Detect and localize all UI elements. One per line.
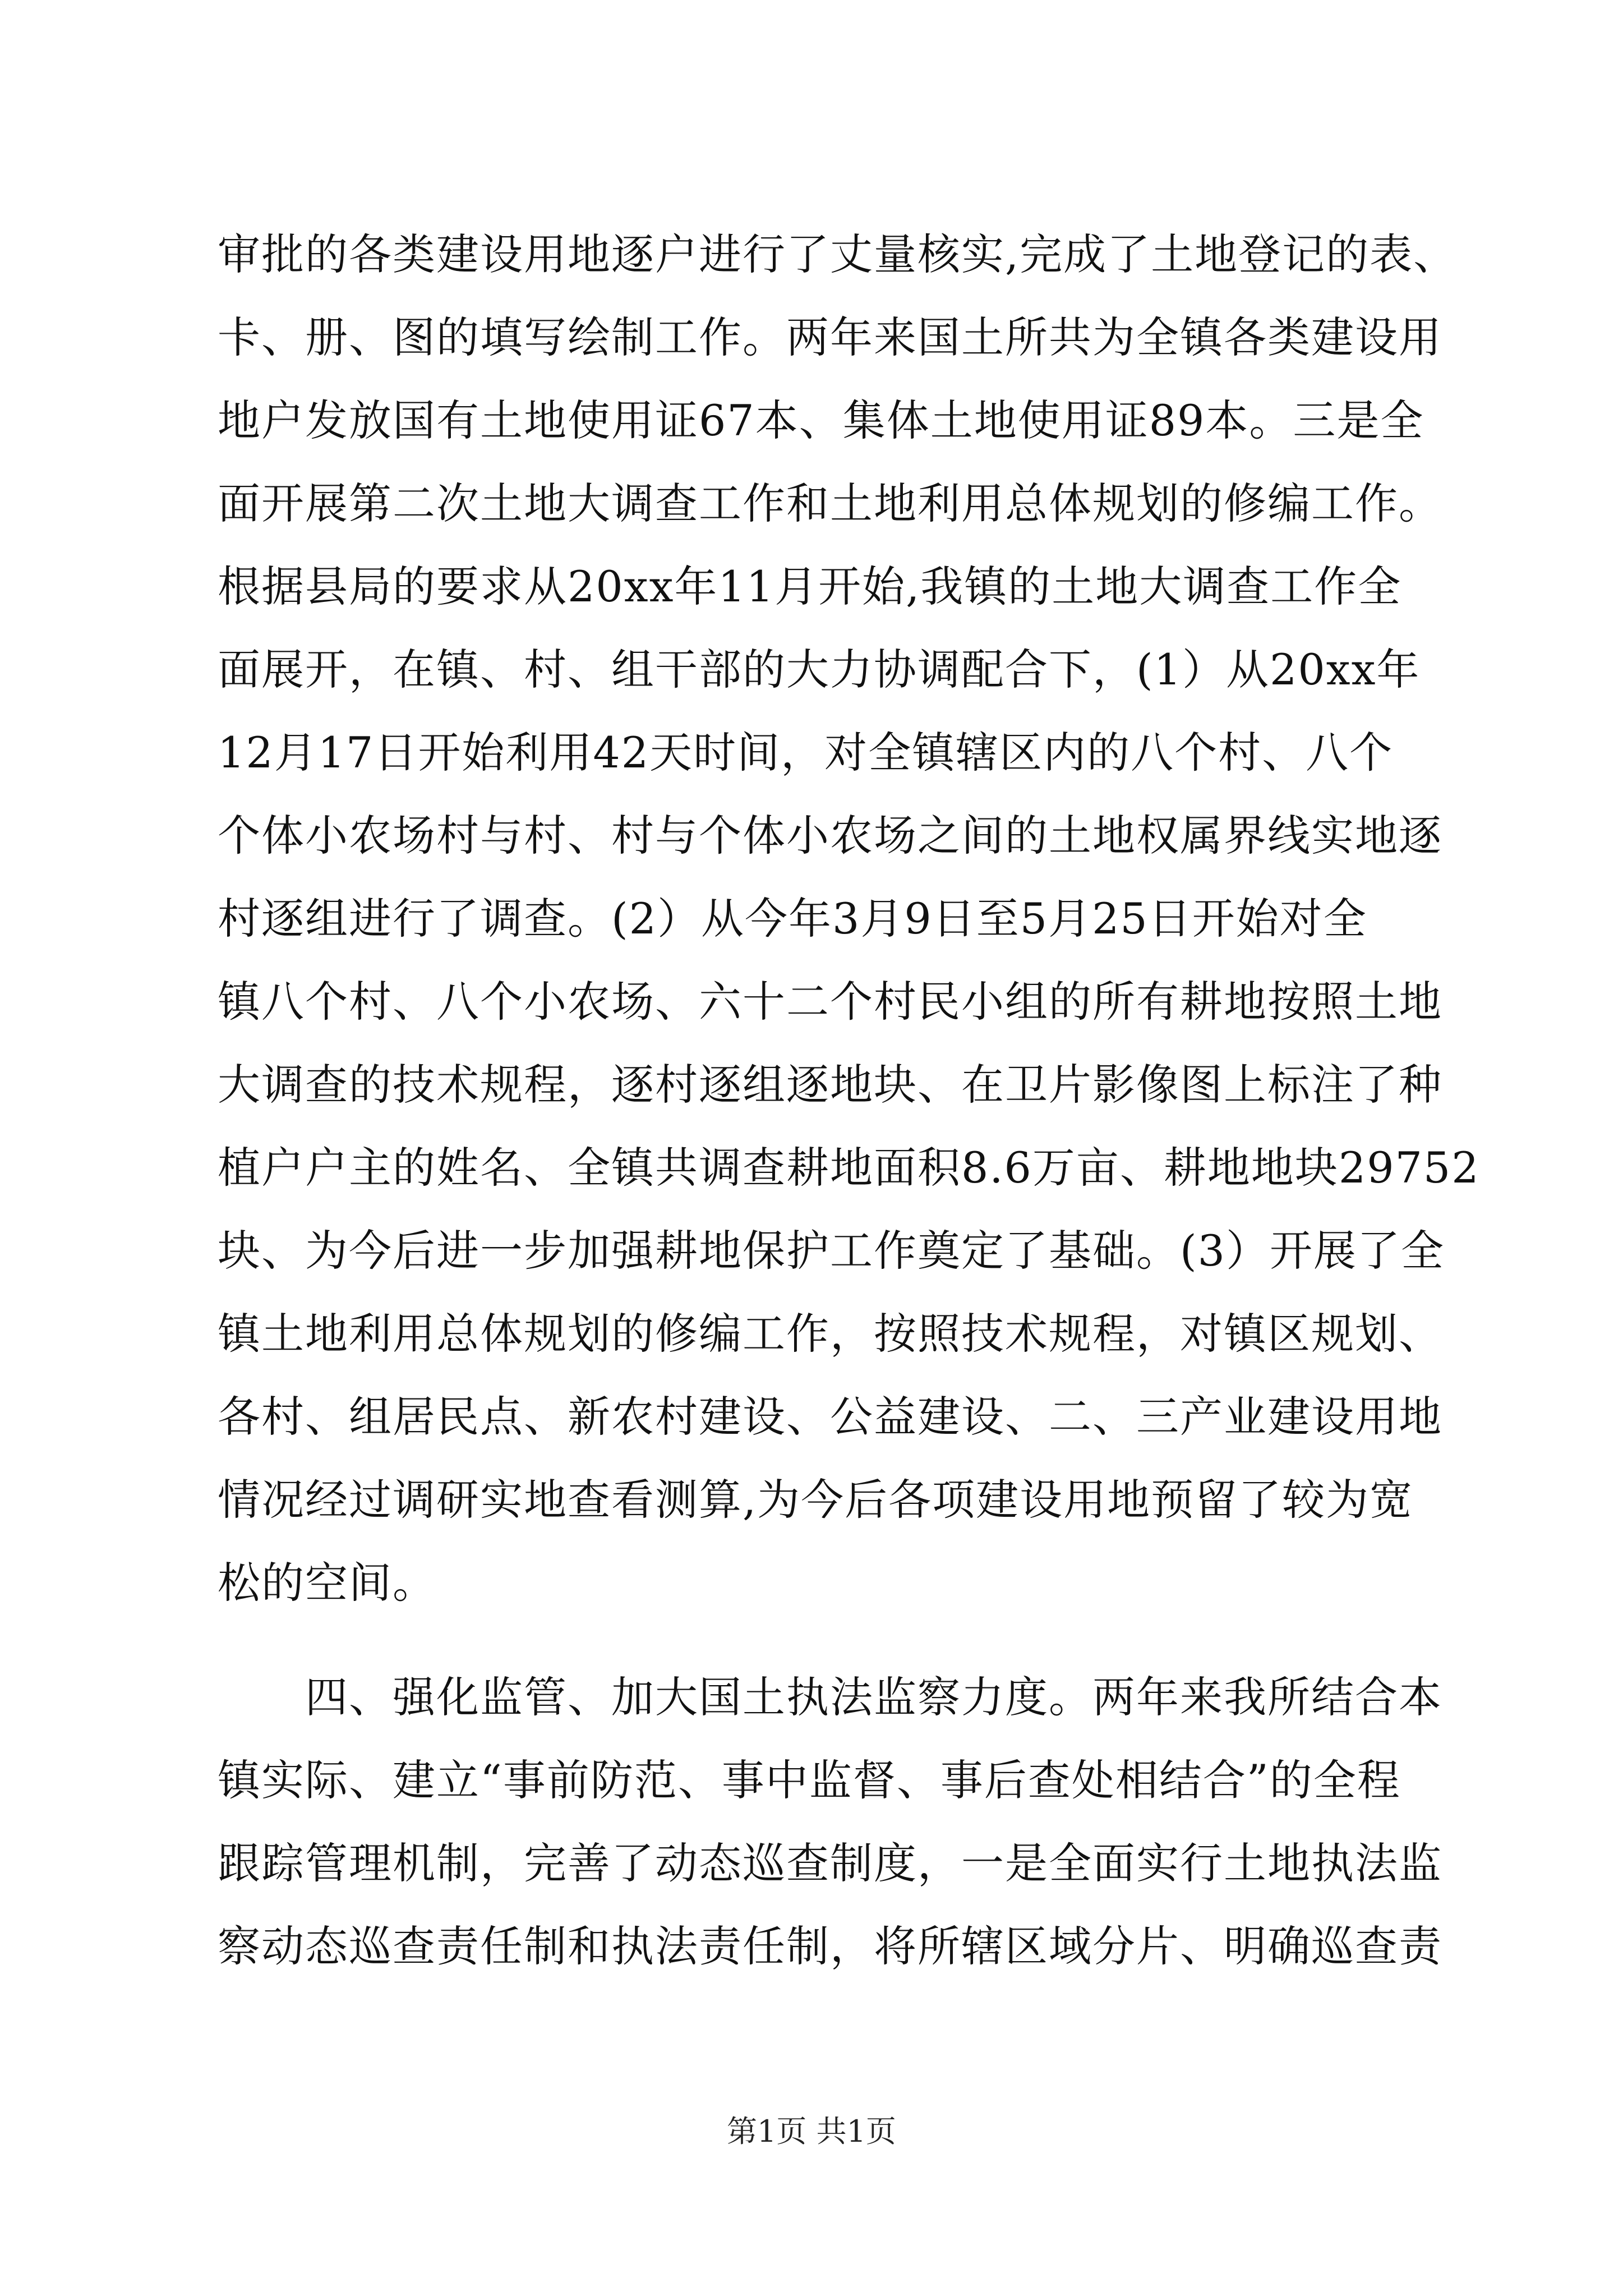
text-line: 村逐组进行了调查。(2）从今年3月9日至5月25日开始对全 [218, 894, 1367, 944]
text-line: 审批的各类建设用地逐户进行了丈量核实,完成了土地登记的表、 [218, 229, 1458, 279]
text-line: 情况经过调研实地查看测算,为今后各项建设用地预留了较为宽 [218, 1475, 1414, 1525]
text-line: 卡、册、图的填写绘制工作。两年来国土所共为全镇各类建设用 [218, 312, 1442, 362]
text-line: 镇实际、建立“事前防范、事中监督、事后查处相结合”的全程 [218, 1755, 1401, 1805]
text-line: 松的空间。 [218, 1558, 436, 1608]
text-line: 植户户主的姓名、全镇共调查耕地面积8.6万亩、耕地地块29752 [218, 1143, 1480, 1193]
text-line: 跟踪管理机制，完善了动态巡查制度，一是全面实行土地执法监 [218, 1838, 1442, 1888]
text-line: 块、为今后进一步加强耕地保护工作奠定了基础。(3）开展了全 [218, 1226, 1445, 1276]
text-line: 面开展第二次土地大调查工作和土地利用总体规划的修编工作。 [218, 478, 1442, 528]
text-line: 各村、组居民点、新农村建设、公益建设、二、三产业建设用地 [218, 1392, 1442, 1442]
text-line: 根据县局的要求从20xx年11月开始,我镇的土地大调查工作全 [218, 562, 1402, 611]
text-line: 地户发放国有土地使用证67本、集体土地使用证89本。三是全 [218, 395, 1424, 445]
paragraph-start-line: 四、强化监管、加大国土执法监察力度。两年来我所结合本 [218, 1672, 1442, 1722]
text-line: 镇八个村、八个小农场、六十二个村民小组的所有耕地按照土地 [218, 977, 1442, 1027]
page-footer [0, 2109, 1623, 2154]
text-line: 大调查的技术规程，逐村逐组逐地块、在卫片影像图上标注了种 [218, 1060, 1442, 1110]
text-line: 察动态巡查责任制和执法责任制，将所辖区域分片、明确巡查责 [218, 1921, 1442, 1971]
text-line: 面展开，在镇、村、组干部的大力协调配合下，(1）从20xx年 [218, 645, 1421, 694]
text-line: 12月17日开始利用42天时间，对全镇辖区内的八个村、八个 [218, 728, 1394, 777]
page-number-label: 第1页 共1页 [727, 2114, 896, 2149]
document-body [218, 213, 1480, 1988]
text-line: 个体小农场村与村、村与个体小农场之间的土地权属界线实地逐 [218, 811, 1442, 861]
text-line: 镇土地利用总体规划的修编工作，按照技术规程，对镇区规划、 [218, 1309, 1442, 1359]
